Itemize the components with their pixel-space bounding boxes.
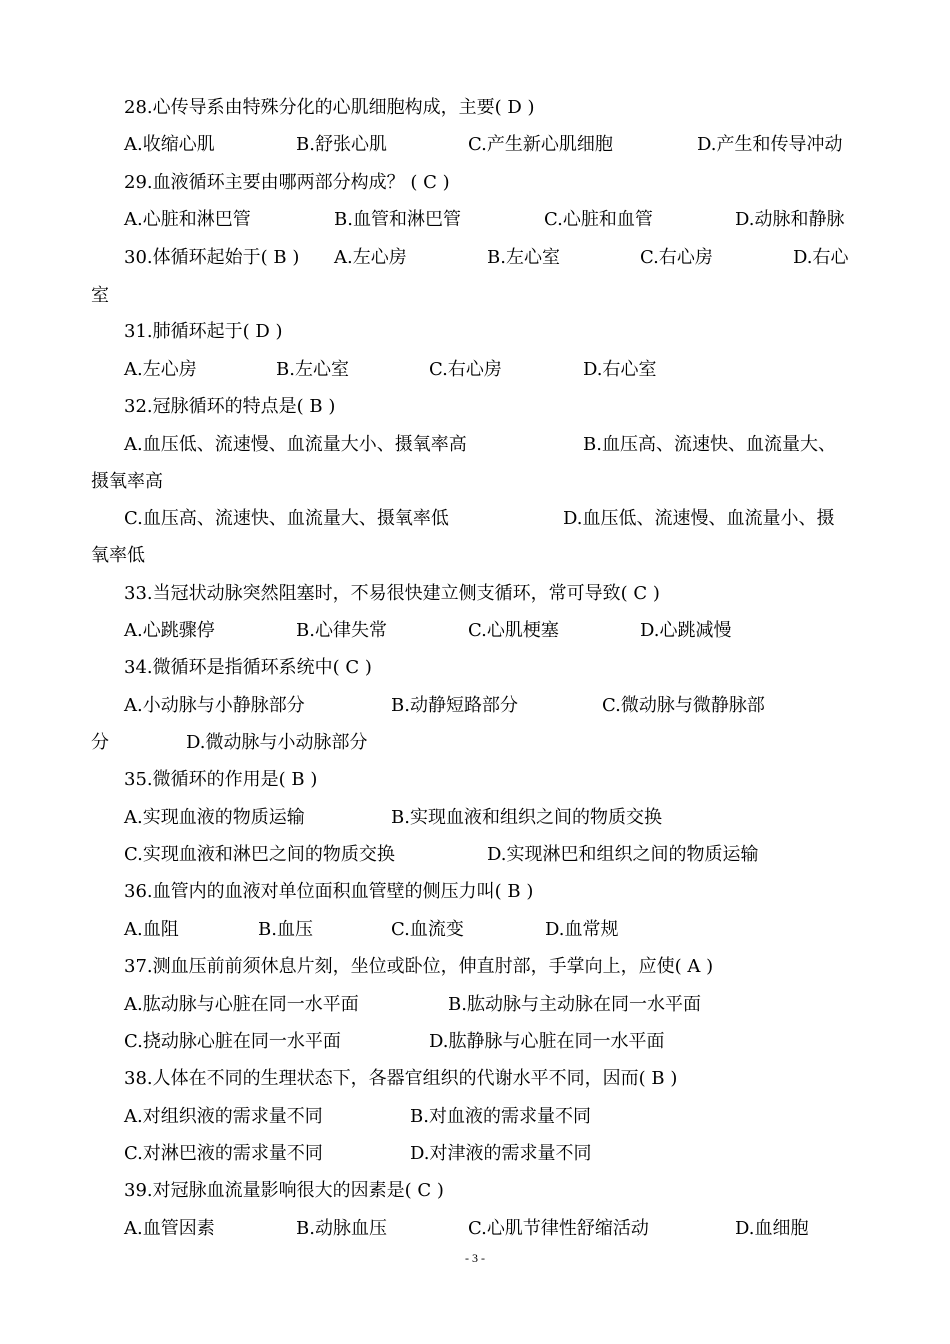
option-31-d: D.右心室 (583, 359, 657, 380)
question-28: 28.心传导系由特殊分化的心肌细胞构成，主要( D ) (124, 97, 535, 118)
option-31-b: B.左心室 (276, 359, 349, 380)
option-36-c: C.血流变 (391, 919, 464, 940)
option-39-a: A.血管因素 (124, 1218, 215, 1239)
option-28-c: C.产生新心肌细胞 (468, 134, 613, 155)
question-32: 32.冠脉循环的特点是( B ) (124, 396, 336, 417)
question-29: 29.血液循环主要由哪两部分构成？ ( C ) (124, 172, 450, 193)
option-37-d: D.肱静脉与心脏在同一水平面 (429, 1031, 665, 1052)
question-31: 31.肺循环起于( D ) (124, 321, 283, 342)
option-35-c: C.实现血液和淋巴之间的物质交换 (124, 844, 395, 865)
option-29-b: B.血管和淋巴管 (334, 209, 461, 230)
option-34-c-wrap: 分 (91, 732, 109, 753)
option-30-d: D.右心 (793, 247, 849, 268)
option-32-a: A.血压低、流速慢、血流量大小、摄氧率高 (124, 434, 467, 455)
option-38-a: A.对组织液的需求量不同 (124, 1106, 323, 1127)
question-36: 36.血管内的血液对单位面积血管壁的侧压力叫( B ) (124, 881, 534, 902)
question-39: 39.对冠脉血流量影响很大的因素是( C ) (124, 1180, 444, 1201)
page-number: - 3 - (465, 1251, 485, 1265)
option-38-c: C.对淋巴液的需求量不同 (124, 1143, 323, 1164)
option-36-d: D.血常规 (545, 919, 619, 940)
option-35-b: B.实现血液和组织之间的物质交换 (391, 807, 662, 828)
option-31-a: A.左心房 (124, 359, 197, 380)
option-29-d: D.动脉和静脉 (735, 209, 845, 230)
question-30: 30.体循环起始于( B ) (124, 247, 300, 268)
option-37-a: A.肱动脉与心脏在同一水平面 (124, 994, 359, 1015)
option-29-a: A.心脏和淋巴管 (124, 209, 251, 230)
option-33-a: A.心跳骤停 (124, 620, 215, 641)
option-33-b: B.心律失常 (296, 620, 387, 641)
option-30-c: C.右心房 (640, 247, 713, 268)
question-33: 33.当冠状动脉突然阻塞时，不易很快建立侧支循环，常可导致( C ) (124, 583, 660, 604)
option-30-a: A.左心房 (334, 247, 407, 268)
option-39-c: C.心肌节律性舒缩活动 (468, 1218, 649, 1239)
option-33-d: D.心跳减慢 (640, 620, 732, 641)
option-37-b: B.肱动脉与主动脉在同一水平面 (448, 994, 701, 1015)
option-33-c: C.心肌梗塞 (468, 620, 559, 641)
option-34-b: B.动静短路部分 (391, 695, 518, 716)
option-36-a: A.血阻 (124, 919, 179, 940)
option-36-b: B.血压 (258, 919, 313, 940)
question-38: 38.人体在不同的生理状态下，各器官组织的代谢水平不同，因而( B ) (124, 1068, 678, 1089)
option-30-d-wrap: 室 (91, 285, 109, 306)
option-28-b: B.舒张心肌 (296, 134, 387, 155)
option-32-d-wrap: 氧率低 (91, 545, 145, 566)
option-32-b-wrap: 摄氧率高 (91, 471, 163, 492)
option-28-a: A.收缩心肌 (124, 134, 215, 155)
option-38-b: B.对血液的需求量不同 (410, 1106, 591, 1127)
option-34-c: C.微动脉与微静脉部 (602, 695, 765, 716)
option-34-d: D.微动脉与小动脉部分 (186, 732, 368, 753)
option-37-c: C.挠动脉心脏在同一水平面 (124, 1031, 341, 1052)
question-37: 37.测血压前前须休息片刻，坐位或卧位，伸直肘部，手掌向上，应使( A ) (124, 956, 714, 977)
option-39-b: B.动脉血压 (296, 1218, 387, 1239)
question-35: 35.微循环的作用是( B ) (124, 769, 318, 790)
option-34-a: A.小动脉与小静脉部分 (124, 695, 305, 716)
option-31-c: C.右心房 (429, 359, 502, 380)
option-29-c: C.心脏和血管 (544, 209, 653, 230)
option-35-a: A.实现血液的物质运输 (124, 807, 305, 828)
option-35-d: D.实现淋巴和组织之间的物质运输 (487, 844, 759, 865)
option-30-b: B.左心室 (487, 247, 560, 268)
option-32-d: D.血压低、流速慢、血流量小、摄 (563, 508, 835, 529)
option-28-d: D.产生和传导冲动 (697, 134, 843, 155)
option-32-c: C.血压高、流速快、血流量大、摄氧率低 (124, 508, 449, 529)
option-38-d: D.对津液的需求量不同 (410, 1143, 592, 1164)
option-32-b: B.血压高、流速快、血流量大、 (583, 434, 836, 455)
option-39-d: D.血细胞 (735, 1218, 809, 1239)
question-34: 34.微循环是指循环系统中( C ) (124, 657, 372, 678)
